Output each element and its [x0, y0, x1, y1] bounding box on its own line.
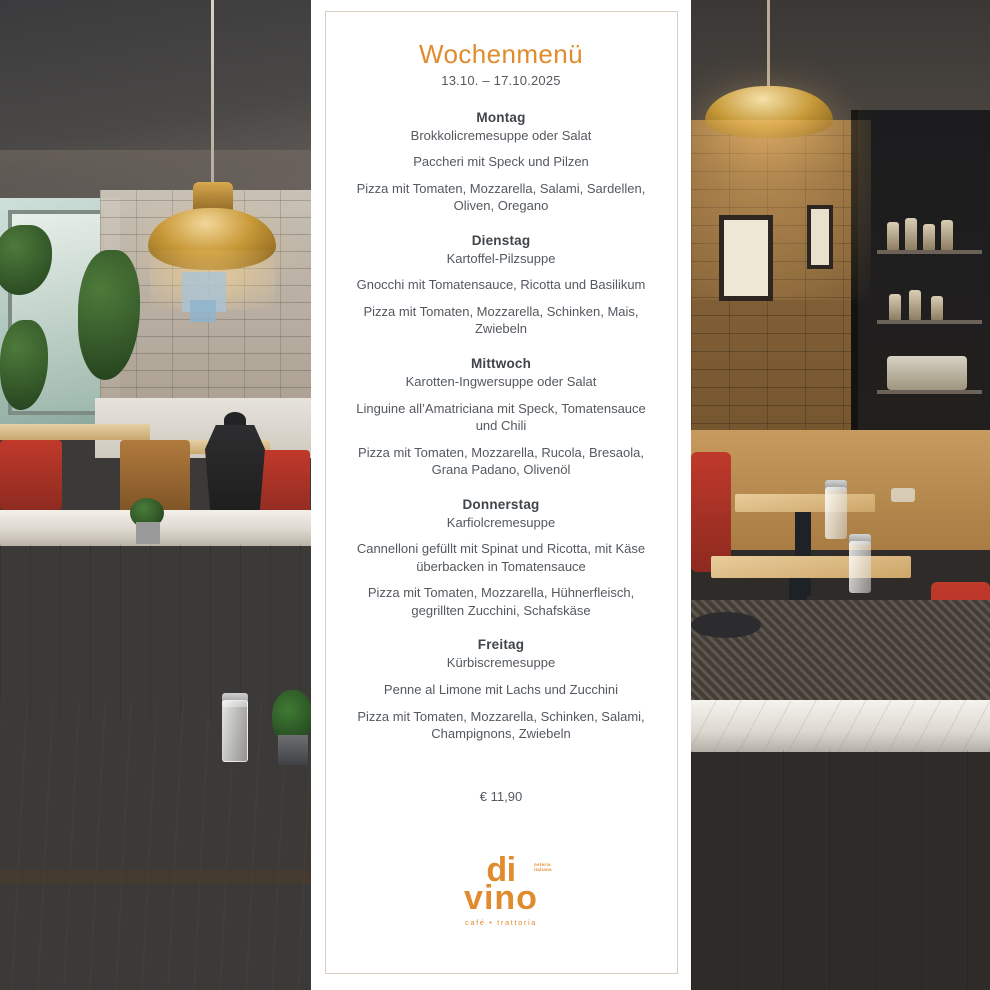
- ceiling: [0, 0, 311, 215]
- menu-panel: [311, 0, 691, 990]
- lamp-glow: [691, 120, 871, 300]
- dish-item: Pizza mit Tomaten, Mozzarella, Rucola, Bresaola, Grana Padano, Olivenöl: [358, 444, 644, 478]
- dish-item: Kartoffel-Pilzsuppe: [446, 250, 556, 266]
- bar-front-panel: [0, 544, 311, 719]
- shelf-item: [887, 356, 967, 390]
- table-item: [891, 488, 915, 502]
- bottle-icon: [931, 296, 943, 320]
- chair: [0, 440, 62, 510]
- logo-wordmark: [464, 850, 552, 918]
- dish-item: Linguine all’Amatriciana mit Speck, Tomatensauce und Chili: [356, 400, 646, 434]
- page-title: Wochenmenü: [419, 39, 583, 69]
- dish-item: Cannelloni gefüllt mit Spinat und Ricotta, mit Käse überbacken in Tomatensauce: [356, 541, 646, 574]
- stool-seat: [691, 612, 761, 638]
- salt-shaker-icon: [222, 700, 248, 762]
- photo-right: [691, 0, 990, 990]
- dish-item: Brokkolicremesuppe oder Salat: [410, 127, 592, 143]
- day-name: Montag: [476, 109, 526, 125]
- dish-item: Karfiolcremesuppe: [446, 514, 556, 530]
- bottle-icon: [905, 218, 917, 250]
- lamp-cord: [767, 0, 770, 88]
- wall-art: [190, 300, 216, 322]
- foreground-table: [0, 700, 311, 990]
- table-top: [735, 494, 875, 512]
- table-top: [0, 424, 150, 440]
- marble-counter: [691, 700, 990, 752]
- bottle-icon: [889, 294, 901, 320]
- red-bench-seat: [691, 452, 731, 572]
- menu-card: [325, 11, 678, 974]
- dish-item: Gnocchi mit Tomatensauce, Ricotta und Basilikum: [356, 277, 646, 293]
- logo-line-di: di: [486, 850, 516, 889]
- day-name: Dienstag: [471, 232, 531, 248]
- bottle-icon: [909, 290, 921, 320]
- day-block-freitag: [348, 637, 655, 742]
- bottle-icon: [923, 224, 935, 250]
- bottle-icon: [887, 222, 899, 250]
- dish-item: Pizza mit Tomaten, Mozzarella, Hühnerfleisch, gegrillten Zucchini, Schafskäse: [367, 585, 635, 618]
- day-block-donnerstag: [348, 497, 655, 620]
- logo-tagline: café • trattoria: [465, 917, 537, 927]
- day-name: Freitag: [477, 637, 525, 653]
- day-name: Donnerstag: [462, 496, 540, 512]
- logo-micro-text: osteria italiana: [533, 861, 552, 873]
- salt-shaker-icon: [825, 487, 847, 539]
- framed-picture: [807, 205, 833, 269]
- dish-item: Kürbiscremesuppe: [446, 655, 556, 671]
- plant-pot: [136, 522, 160, 544]
- framed-picture: [719, 215, 773, 301]
- menu-date-range: 13.10. – 17.10.2025: [441, 72, 561, 88]
- menu-price: € 11,90: [479, 788, 523, 804]
- shelf: [877, 250, 982, 254]
- dish-item: Karotten-Ingwersuppe oder Salat: [405, 373, 597, 389]
- dish-item: Pizza mit Tomaten, Mozzarella, Salami, Sardellen, Oliven, Oregano: [356, 180, 646, 214]
- restaurant-logo: [348, 850, 655, 927]
- plant-pot: [278, 735, 308, 765]
- table-top: [711, 556, 911, 578]
- shelf: [877, 390, 982, 394]
- dish-item: Pizza mit Tomaten, Mozzarella, Schinken, Mais, Zwiebeln: [363, 303, 639, 337]
- salt-shaker-icon: [849, 541, 871, 593]
- dish-item: Paccheri mit Speck und Pilzen: [413, 154, 589, 170]
- shelf: [877, 320, 982, 324]
- bottle-icon: [941, 220, 953, 250]
- day-name: Mittwoch: [470, 355, 532, 371]
- dish-item: Penne al Limone mit Lachs und Zucchini: [383, 681, 619, 697]
- lamp-cord: [211, 0, 214, 185]
- day-block-mittwoch: [348, 356, 655, 479]
- dish-item: Pizza mit Tomaten, Mozzarella, Schinken, Salami, Champignons, Zwiebeln: [357, 708, 645, 742]
- counter-wood-panel: [691, 750, 990, 990]
- day-block-dienstag: [348, 233, 655, 338]
- logo-line-vino: vino: [464, 879, 538, 918]
- day-block-montag: [348, 110, 655, 215]
- photo-left: [0, 0, 311, 990]
